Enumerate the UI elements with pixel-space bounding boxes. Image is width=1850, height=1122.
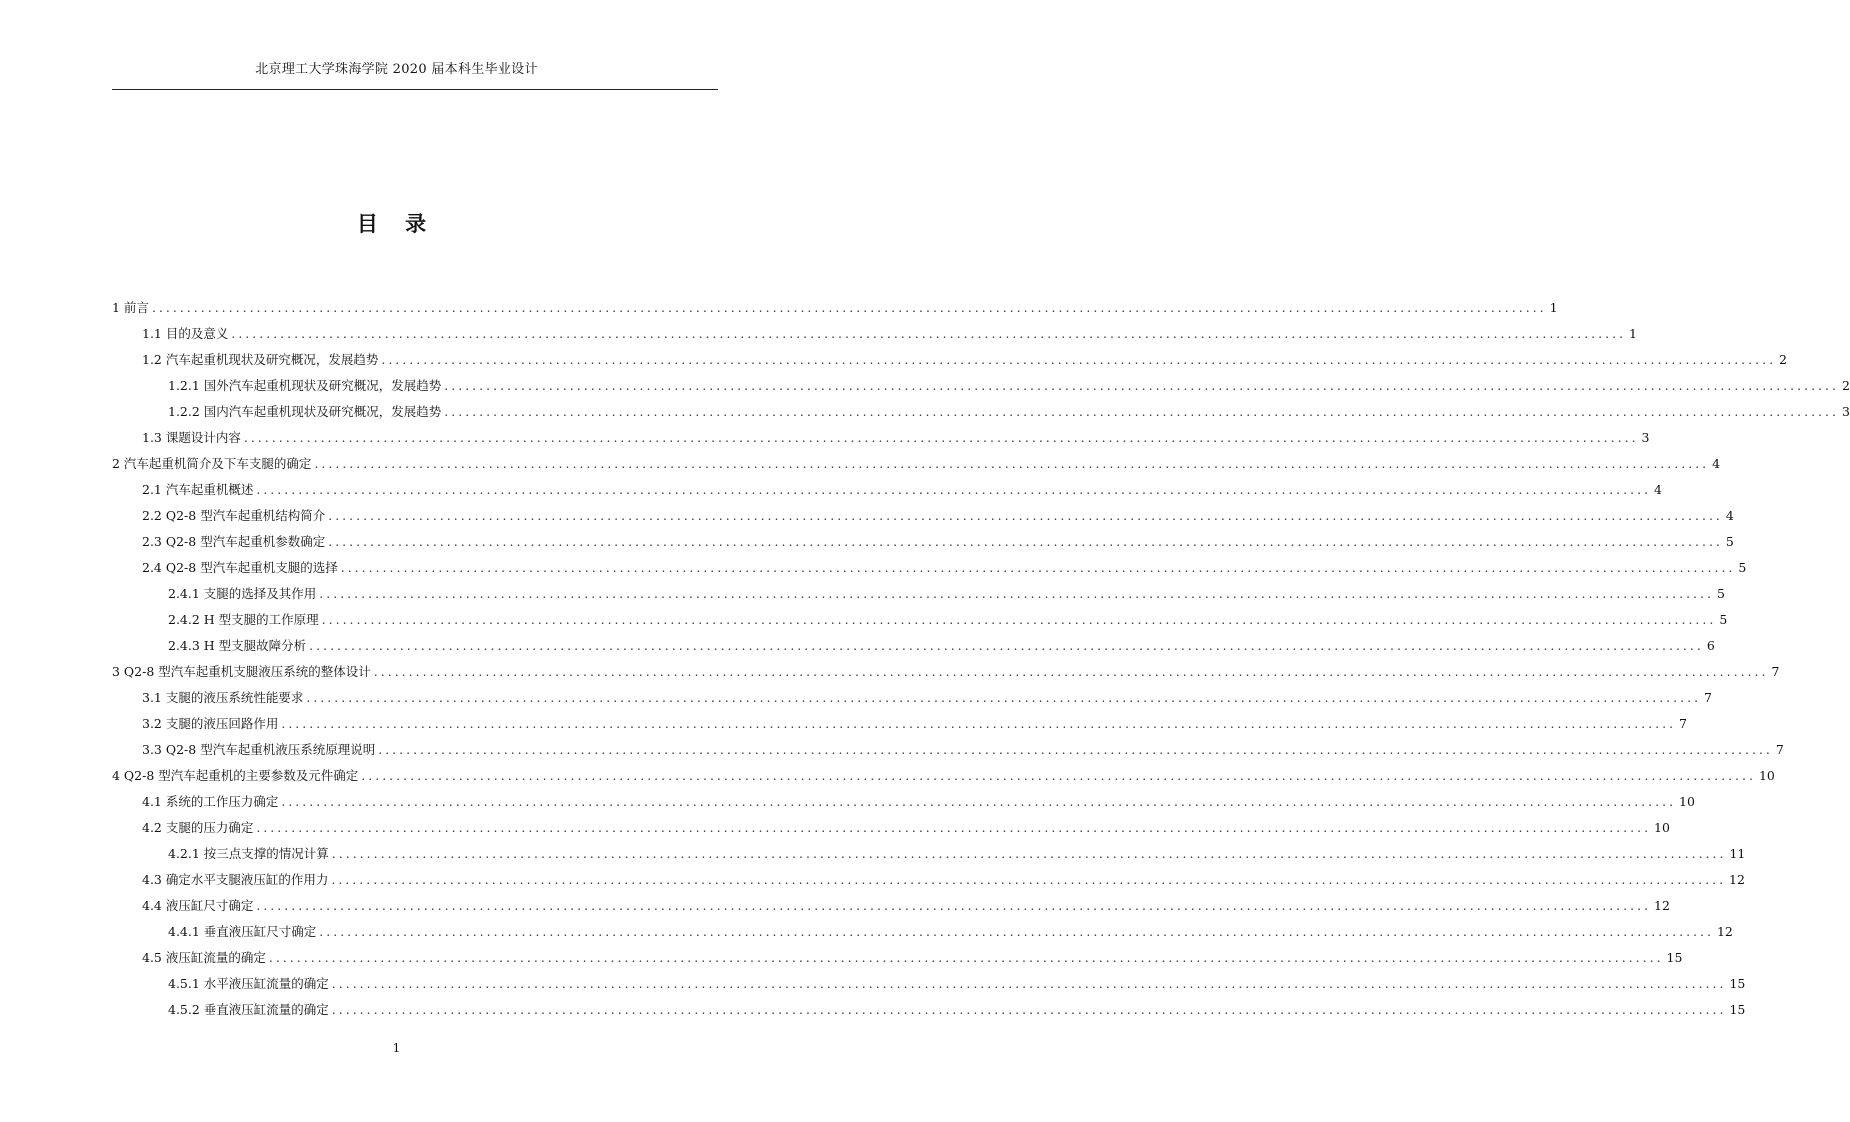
toc-dot-leader: ........................................................................................................................................................................................................ [243, 430, 1639, 445]
toc-entry-page: 4 [1725, 508, 1734, 523]
toc-entry-label: 4.2 支腿的压力确定 [142, 820, 254, 835]
toc-dot-leader: ........................................................................................................................................................................................................ [256, 898, 1652, 913]
toc-dot-leader: ........................................................................................................................................................................................................ [151, 300, 1547, 315]
toc-entry[interactable] [112, 763, 1775, 789]
toc-entry-page: 10 [1679, 794, 1695, 809]
toc-dot-leader: ........................................................................................................................................................................................................ [281, 794, 1677, 809]
toc-dot-leader: ........................................................................................................................................................................................................ [309, 638, 1704, 653]
toc-entry[interactable] [112, 321, 1637, 347]
toc-entry-page: 5 [1725, 534, 1734, 549]
toc-entry-label: 1.2.2 国内汽车起重机现状及研究概况，发展趋势 [168, 404, 442, 419]
toc-dot-leader: ........................................................................................................................................................................................................ [256, 482, 1652, 497]
toc-entry-label: 4.5.2 垂直液压缸流量的确定 [168, 1002, 329, 1017]
toc-entry-label: 4.5.1 水平液压缸流量的确定 [168, 976, 329, 991]
toc-entry-label: 3.1 支腿的液压系统性能要求 [142, 690, 304, 705]
running-header: 北京理工大学珠海学院 2020 届本科生毕业设计 [255, 62, 538, 77]
toc-dot-leader: ........................................................................................................................................................................................................ [256, 820, 1652, 835]
toc-dot-leader: ........................................................................................................................................................................................................ [314, 456, 1710, 471]
toc-dot-leader: ........................................................................................................................................................................................................ [340, 560, 1736, 575]
toc-entry-label: 3.3 Q2-8 型汽车起重机液压系统原理说明 [142, 742, 376, 757]
toc-entry[interactable] [112, 399, 1850, 425]
toc-entry-label: 1.3 课题设计内容 [142, 430, 241, 445]
toc-entry[interactable] [112, 737, 1784, 763]
toc-entry[interactable] [112, 607, 1728, 633]
toc-title: 目 录 [356, 211, 437, 236]
toc-entry[interactable] [112, 867, 1745, 893]
toc-entry-page: 3 [1641, 430, 1650, 445]
toc-entry-page: 10 [1758, 768, 1775, 783]
toc-entry[interactable] [112, 295, 1558, 321]
toc-entry[interactable] [112, 659, 1780, 685]
toc-entry-page: 11 [1729, 846, 1746, 861]
toc-dot-leader: ........................................................................................................................................................................................................ [444, 404, 1839, 419]
toc-dot-leader: ........................................................................................................................................................................................................ [321, 612, 1717, 627]
toc-entry-page: 1 [1549, 300, 1558, 315]
toc-entry-page: 6 [1706, 638, 1715, 653]
toc-entry-label: 2.4.1 支腿的选择及其作用 [168, 586, 317, 601]
toc-entry[interactable] [112, 711, 1687, 737]
toc-entry[interactable] [112, 971, 1746, 997]
toc-dot-leader: ........................................................................................................................................................................................................ [331, 1002, 1727, 1017]
toc-entry-label: 3 Q2-8 型汽车起重机支腿液压系统的整体设计 [112, 664, 371, 679]
toc-dot-leader: ........................................................................................................................................................................................................ [281, 716, 1677, 731]
toc-entry-page: 2 [1779, 352, 1787, 367]
toc-entry-label: 4.5 液压缸流量的确定 [142, 950, 266, 965]
toc-entry-label: 2.4 Q2-8 型汽车起重机支腿的选择 [142, 560, 338, 575]
toc-entry-label: 3.2 支腿的液压回路作用 [142, 716, 279, 731]
toc-entry-page: 7 [1771, 664, 1780, 679]
toc-entry[interactable] [112, 451, 1721, 477]
toc-entry-page: 4 [1654, 482, 1662, 497]
toc-entry[interactable] [112, 425, 1650, 451]
toc-dot-leader: ........................................................................................................................................................................................................ [373, 664, 1769, 679]
toc-entry[interactable] [112, 685, 1712, 711]
toc-entry-label: 2.3 Q2-8 型汽车起重机参数确定 [142, 534, 326, 549]
toc-dot-leader: ........................................................................................................................................................................................................ [331, 976, 1727, 991]
toc-entry[interactable] [112, 919, 1733, 945]
toc-entry-page: 5 [1716, 586, 1725, 601]
toc-entry[interactable] [112, 893, 1670, 919]
toc-entry[interactable] [112, 789, 1695, 815]
toc-entry[interactable] [112, 347, 1787, 373]
toc-dot-leader: ........................................................................................................................................................................................................ [268, 950, 1664, 965]
toc-entry[interactable] [112, 633, 1715, 659]
toc-dot-leader: ........................................................................................................................................................................................................ [378, 742, 1773, 757]
toc-entry-label: 4.1 系统的工作压力确定 [142, 794, 279, 809]
toc-entry[interactable] [112, 815, 1670, 841]
toc-dot-leader: ........................................................................................................................................................................................................ [231, 326, 1627, 341]
toc-entry-page: 5 [1738, 560, 1747, 575]
toc-dot-leader: ........................................................................................................................................................................................................ [319, 924, 1714, 939]
toc-entry-page: 15 [1729, 976, 1746, 991]
toc-entry-label: 1.2.1 国外汽车起重机现状及研究概况，发展趋势 [168, 378, 442, 393]
toc-dot-leader: ........................................................................................................................................................................................................ [381, 352, 1777, 367]
toc-entry-label: 2.4.2 H 型支腿的工作原理 [168, 612, 319, 627]
toc-entry-label: 1 前言 [112, 300, 149, 315]
toc-entry-label: 4.3 确定水平支腿液压缸的作用力 [142, 872, 329, 887]
toc-entry-label: 4.2.1 按三点支撑的情况计算 [168, 846, 329, 861]
toc-dot-leader: ........................................................................................................................................................................................................ [331, 846, 1727, 861]
toc-entry-page: 7 [1775, 742, 1784, 757]
toc-entry[interactable] [112, 529, 1734, 555]
toc-entry-page: 15 [1729, 1002, 1746, 1017]
toc-entry-label: 2.1 汽车起重机概述 [142, 482, 254, 497]
toc-entry-label: 2.2 Q2-8 型汽车起重机结构简介 [142, 508, 326, 523]
toc-entry[interactable] [112, 555, 1747, 581]
toc-entry-label: 2 汽车起重机简介及下车支腿的确定 [112, 456, 312, 471]
toc-entry-label: 1.1 目的及意义 [142, 326, 229, 341]
toc-entry-page: 10 [1654, 820, 1670, 835]
toc-entry-page: 12 [1716, 924, 1733, 939]
toc-dot-leader: ........................................................................................................................................................................................................ [328, 534, 1723, 549]
toc-dot-leader: ........................................................................................................................................................................................................ [306, 690, 1702, 705]
toc-dot-leader: ........................................................................................................................................................................................................ [444, 378, 1839, 393]
page-number: 1 [392, 1041, 401, 1055]
toc-entry-page: 15 [1666, 950, 1683, 965]
toc-entry[interactable] [112, 997, 1746, 1023]
toc-entry-page: 5 [1719, 612, 1728, 627]
toc-entry-page: 4 [1712, 456, 1721, 471]
toc-entry-page: 1 [1629, 326, 1637, 341]
toc-entry[interactable] [112, 477, 1662, 503]
toc-dot-leader: ........................................................................................................................................................................................................ [331, 872, 1727, 887]
toc-entry-page: 3 [1841, 404, 1850, 419]
toc-entry-page: 12 [1654, 898, 1670, 913]
toc-entry[interactable] [112, 581, 1725, 607]
toc-entry-page: 12 [1729, 872, 1745, 887]
toc-entry-label: 1.2 汽车起重机现状及研究概况，发展趋势 [142, 352, 379, 367]
toc-dot-leader: ........................................................................................................................................................................................................ [328, 508, 1723, 523]
toc-dot-leader: ........................................................................................................................................................................................................ [319, 586, 1714, 601]
toc-entry[interactable] [112, 841, 1746, 867]
header-divider [112, 89, 718, 90]
toc-entry-page: 2 [1841, 378, 1850, 393]
table-of-contents [112, 295, 1850, 1023]
toc-dot-leader: ........................................................................................................................................................................................................ [361, 768, 1756, 783]
toc-entry-page: 7 [1704, 690, 1712, 705]
toc-entry-page: 7 [1679, 716, 1687, 731]
toc-entry-label: 4.4 液压缸尺寸确定 [142, 898, 254, 913]
toc-entry[interactable] [112, 945, 1683, 971]
toc-entry-label: 4.4.1 垂直液压缸尺寸确定 [168, 924, 317, 939]
toc-entry[interactable] [112, 503, 1734, 529]
toc-entry-label: 2.4.3 H 型支腿故障分析 [168, 638, 307, 653]
toc-entry-label: 4 Q2-8 型汽车起重机的主要参数及元件确定 [112, 768, 359, 783]
toc-entry[interactable] [112, 373, 1850, 399]
